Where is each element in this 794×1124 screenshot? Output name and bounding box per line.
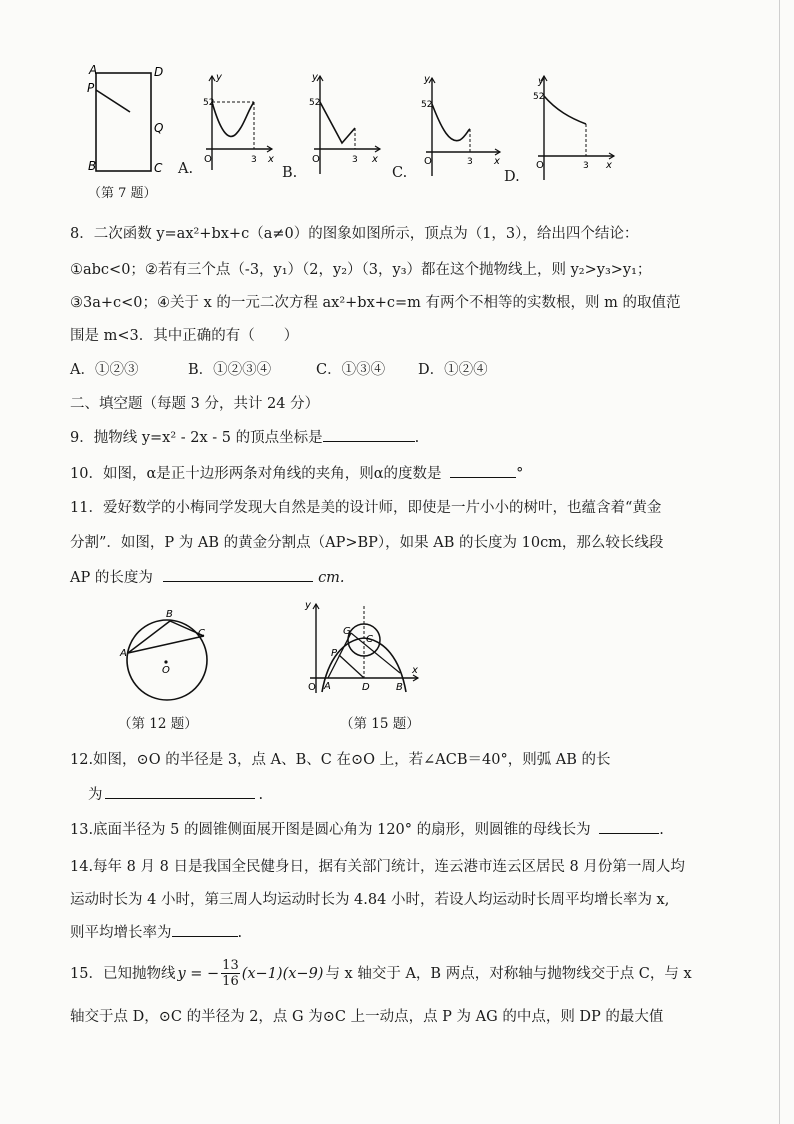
- q12-answer-blank[interactable]: [105, 797, 255, 799]
- q8-option-c: C．①③④: [316, 362, 386, 378]
- q15-eq-left: y = −: [177, 965, 220, 982]
- fig12-label-B: B: [166, 609, 173, 620]
- graph-a-tick-3: 3: [251, 155, 257, 165]
- q12-end: .: [258, 787, 264, 803]
- graph-a-y-label: y: [216, 72, 222, 83]
- graph-b-origin: O: [312, 154, 320, 165]
- q15-fraction: [221, 959, 240, 990]
- graph-c-tick-3: 3: [467, 157, 473, 167]
- q13-text: 13.底面半径为 5 的圆锥侧面展开图是圆心角为 120° 的扇形，则圆锥的母线长为: [70, 822, 591, 838]
- graph-c-x-label: x: [494, 156, 500, 167]
- graph-a-x-label: x: [268, 154, 274, 165]
- fig12-label-C: C: [198, 628, 205, 639]
- graph-b-x-label: x: [372, 154, 378, 165]
- fig15-label-y: y: [305, 600, 311, 611]
- q11-line3: [70, 571, 345, 586]
- graph-d-tick-3: 3: [583, 161, 589, 171]
- q14-answer-blank[interactable]: [172, 935, 238, 937]
- q14-line3-start: 则平均增长率为: [70, 925, 172, 941]
- q8-option-d: D．①②④: [418, 362, 488, 378]
- q12-line2-start: 为: [88, 787, 103, 803]
- q14-line1: 14.每年 8 月 8 日是我国全民健身日，据有关部门统计，连云港市连云区居民 8 月份第一周人均: [70, 859, 685, 875]
- q12-line1: 12.如图，⊙O 的半径是 3，点 A、B、C 在⊙O 上，若∠ACB＝40°，则弧 AB 的长: [70, 752, 611, 768]
- q12-line2: [88, 788, 263, 803]
- q9-text: 9．抛物线 y=x² - 2x - 5 的顶点坐标是: [70, 430, 323, 446]
- q11-line3-start: AP 的长度为: [70, 570, 153, 586]
- q8-line2: ①abc<0；②若有三个点（-3，y₁）（2，y₂）（3，y₃）都在这个抛物线上，则 y₂>y₃>y₁；: [70, 262, 652, 278]
- fig12-circle: [118, 606, 218, 706]
- q8-option-b: B．①②③④: [188, 362, 272, 378]
- fig12-caption: （第 12 题）: [118, 716, 198, 732]
- q10: [70, 467, 523, 482]
- fig15-label-G: G: [343, 626, 351, 637]
- q7-graph-c: [416, 72, 506, 180]
- graph-d-origin: O: [536, 160, 544, 171]
- option-d-label: D.: [504, 169, 520, 185]
- q15-frac-num: 13: [222, 957, 239, 973]
- q15-frac-den: 16: [222, 973, 239, 989]
- fig12-label-A: A: [120, 648, 127, 659]
- graph-a-origin: O: [204, 154, 212, 165]
- graph-d-x-label: x: [606, 160, 612, 171]
- q14-end: .: [237, 925, 243, 941]
- fig15-label-O: O: [308, 682, 316, 693]
- q8-line3: ③3a+c<0；④关于 x 的一元二次方程 ax²+bx+c=m 有两个不相等的实数根，则 m 的取值范: [70, 295, 681, 311]
- q8-line1: 8．二次函数 y=ax²+bx+c（a≠0）的图象如图所示，顶点为（1，3），给出四个结论：: [70, 226, 639, 242]
- q14-line3: [70, 926, 242, 941]
- q13-answer-blank[interactable]: [599, 832, 659, 834]
- graph-b-y-label: y: [312, 72, 318, 83]
- fig15-label-C: C: [366, 634, 373, 645]
- q10-text: 10．如图，α是正十边形两条对角线的夹角，则α的度数是: [70, 466, 442, 482]
- graph-b-tick-3: 3: [352, 155, 358, 165]
- q7-graph-a: [198, 70, 278, 180]
- q9-end: .: [414, 430, 420, 446]
- q10-answer-blank[interactable]: [450, 476, 516, 478]
- option-b-label: B.: [282, 165, 298, 181]
- q13-end: .: [659, 822, 664, 838]
- q7-rectangle-figure: [84, 62, 164, 182]
- graph-d-y-label: y: [538, 76, 544, 87]
- q15-line1-end: 与 x 轴交于 A，B 两点，对称轴与抛物线交于点 C，与 x: [325, 965, 692, 982]
- q8-line4: 围是 m<3．其中正确的有（ ）: [70, 328, 299, 344]
- graph-d-tick-52: 52: [533, 92, 545, 102]
- label-B: B: [88, 159, 97, 173]
- q15-line2: 轴交于点 D，⊙C 的半径为 2，点 G 为⊙C 上一动点，点 P 为 AG 的中点，则 DP 的最大值: [70, 1009, 664, 1025]
- fig15-label-A: A: [324, 681, 331, 692]
- page-edge: [779, 0, 780, 1124]
- graph-b-tick-52: 52: [309, 98, 321, 108]
- option-c-label: C.: [392, 165, 408, 181]
- q14-line2: 运动时长为 4 小时，第三周人均运动时长为 4.84 小时，若设人均运动时长周平均增长率为 x,: [70, 892, 670, 908]
- q11-line1: 11．爱好数学的小梅同学发现大自然是美的设计师，即使是一片小小的树叶，也蕴含着“黄金: [70, 500, 662, 516]
- fig12-label-O: O: [162, 665, 170, 676]
- section-2-heading: 二、填空题（每题 3 分，共计 24 分）: [70, 396, 320, 412]
- q15-line1: [70, 954, 692, 994]
- q13: [70, 823, 664, 838]
- label-A: A: [89, 63, 98, 77]
- graph-c-origin: O: [424, 156, 432, 167]
- graph-c-tick-52: 52: [421, 100, 433, 110]
- q9-answer-blank[interactable]: [323, 440, 415, 442]
- q7-graph-d: [528, 70, 618, 182]
- q15-eq-right: (x−1)(x−9): [241, 965, 324, 982]
- option-a-label: A.: [178, 161, 194, 177]
- graph-a-tick-52: 52: [203, 98, 215, 108]
- fig15-caption: （第 15 题）: [340, 716, 420, 732]
- graph-c-y-label: y: [424, 74, 430, 85]
- fig15-parabola-circle: [300, 598, 422, 698]
- q9: [70, 431, 419, 446]
- q7-caption: （第 7 题）: [88, 186, 157, 201]
- fig15-label-B: B: [396, 682, 403, 693]
- q11-answer-blank[interactable]: [163, 580, 313, 582]
- label-D: D: [154, 65, 164, 79]
- q11-line3-end: cm.: [318, 570, 345, 586]
- q11-line2: 分割”．如图，P 为 AB 的黄金分割点（AP>BP），如果 AB 的长度为 10cm，那么较长线段: [70, 535, 664, 551]
- label-Q: Q: [154, 121, 164, 135]
- label-P: P: [87, 81, 95, 95]
- fig15-label-D: D: [362, 682, 370, 693]
- q10-end: °: [516, 466, 524, 482]
- q15-start: 15．已知抛物线: [70, 965, 176, 982]
- q7-graph-b: [306, 70, 386, 180]
- fig15-label-P: P: [331, 648, 338, 659]
- fig15-label-x: x: [412, 665, 418, 676]
- label-C: C: [154, 161, 163, 175]
- q8-option-a: A．①②③: [70, 362, 139, 378]
